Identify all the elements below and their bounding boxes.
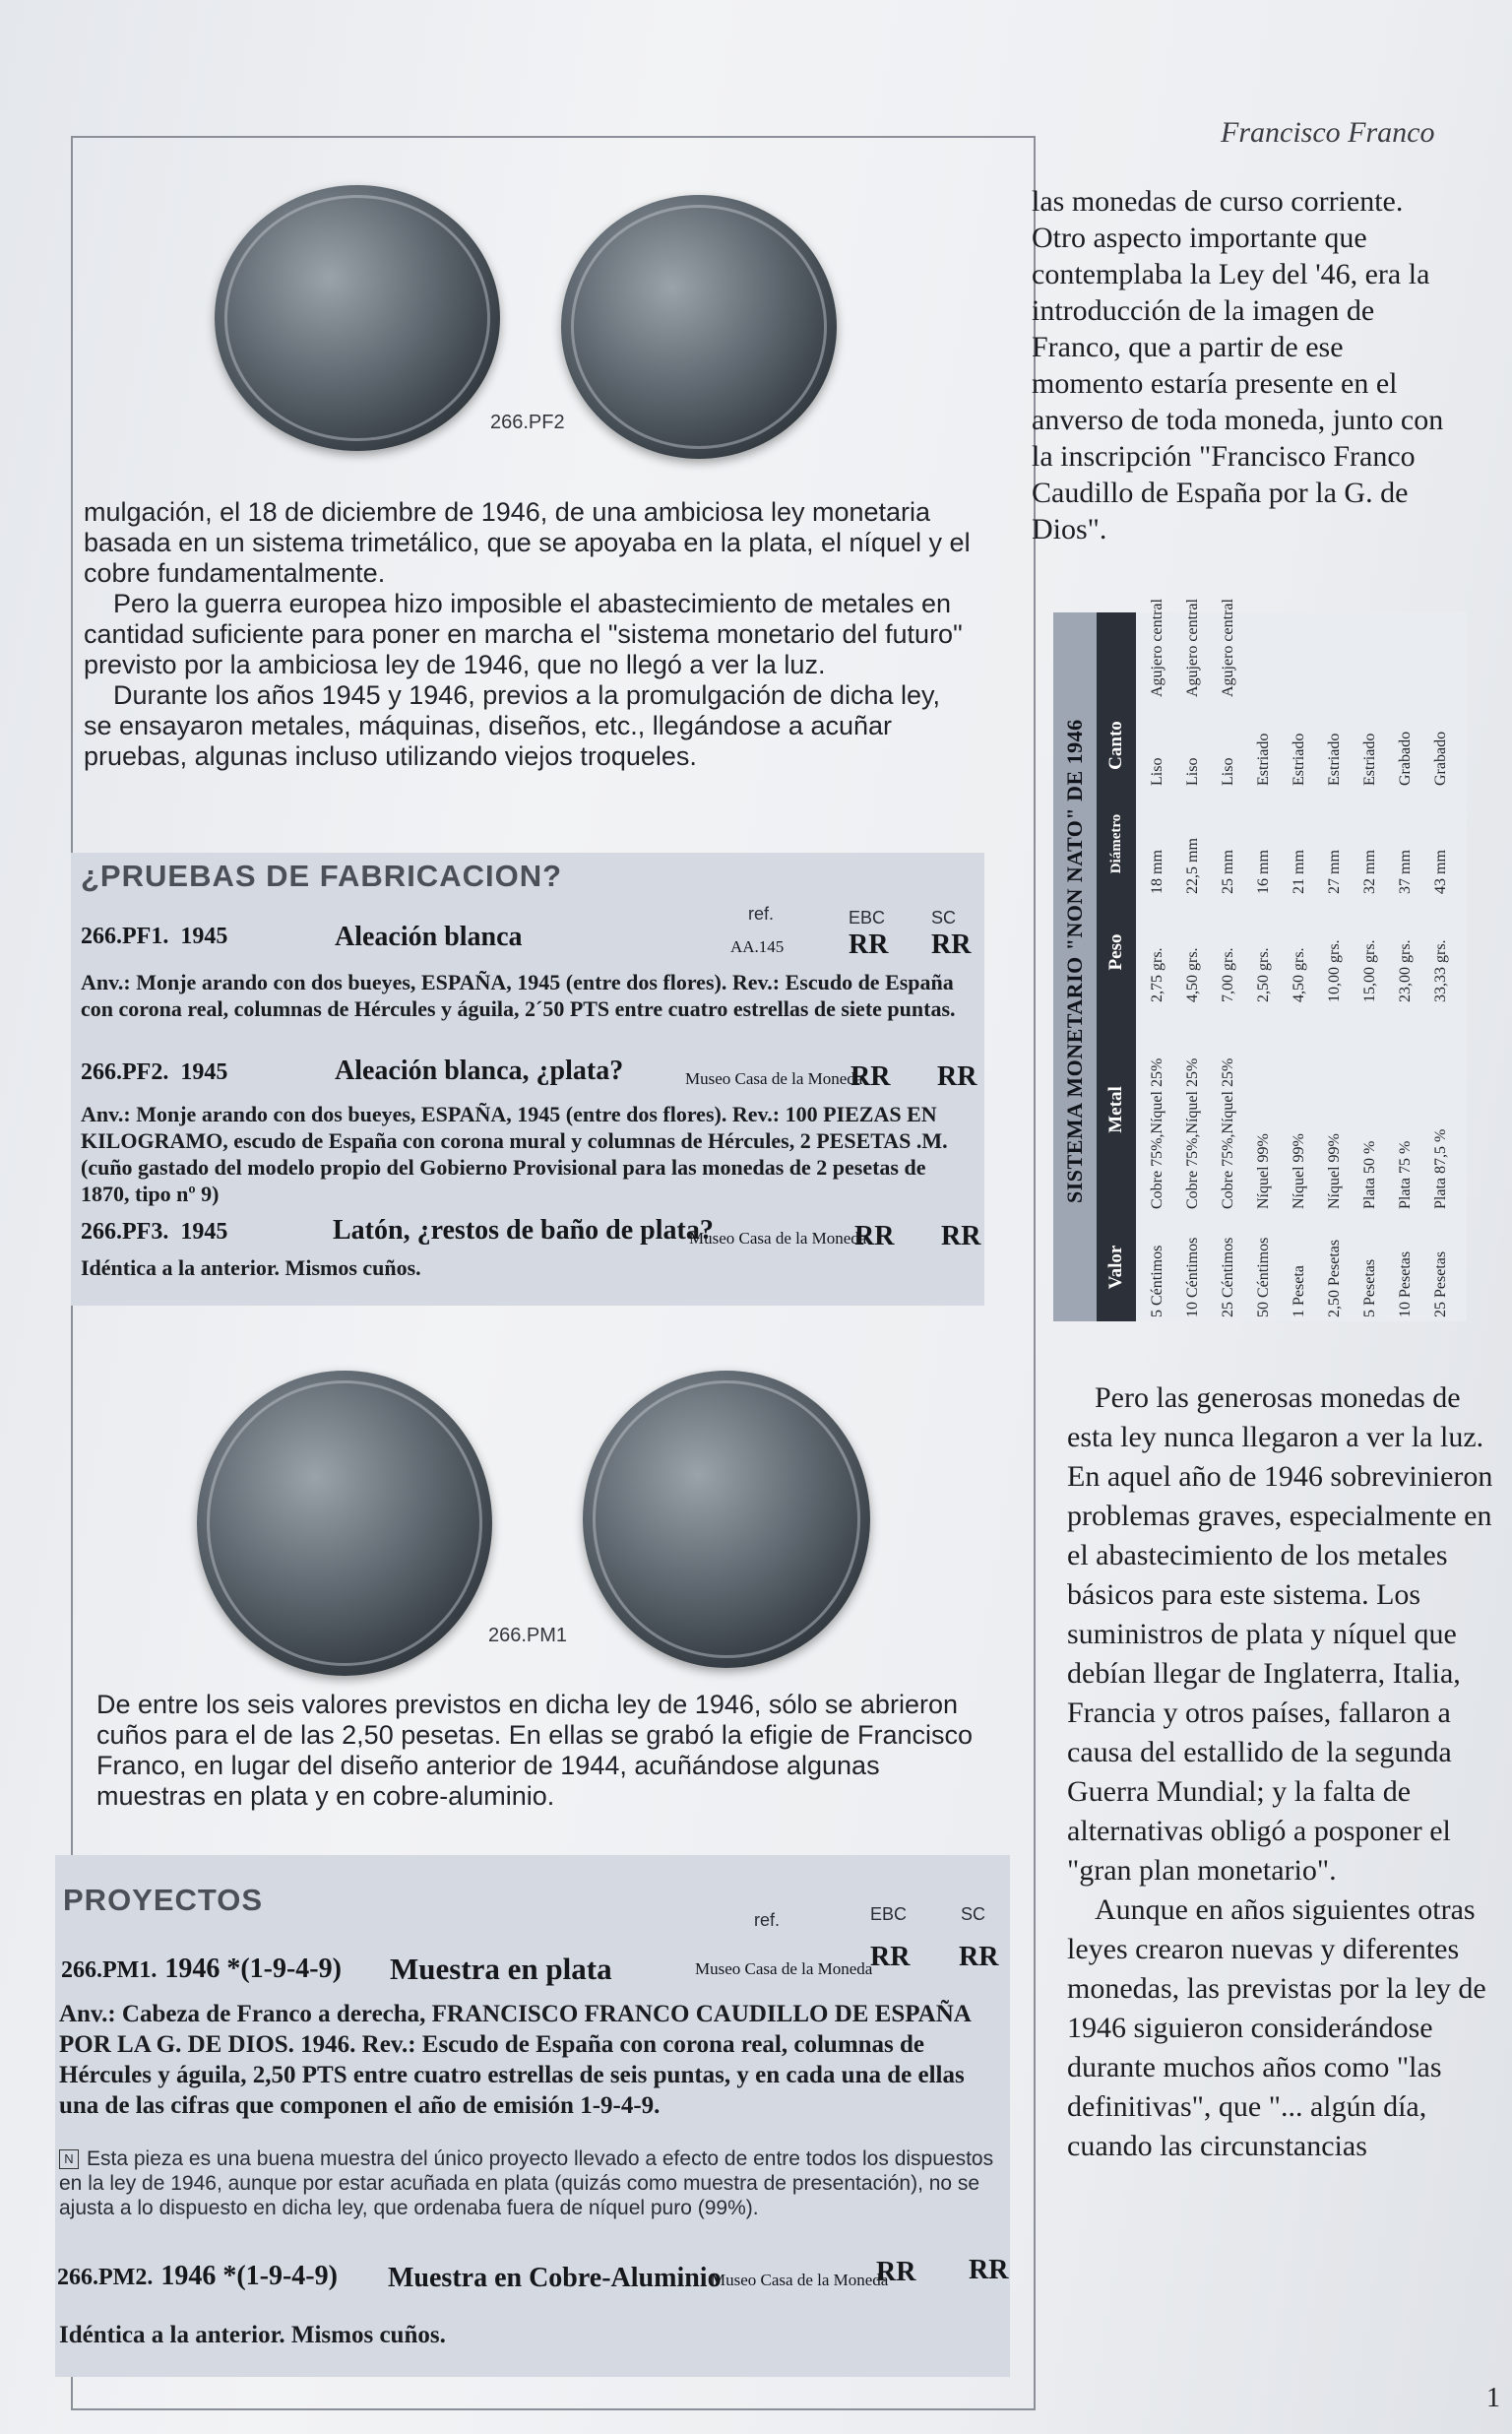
table-cell: Agujero central bbox=[1149, 599, 1166, 697]
pruebas-section-title: ¿PRUEBAS DE FABRICACION? bbox=[81, 859, 563, 893]
table-cell: 2,75 grs. bbox=[1149, 947, 1166, 1002]
table-cell: 4,50 grs. bbox=[1291, 947, 1307, 1002]
table-row bbox=[1142, 599, 1173, 1321]
proyectos-section-title: PROYECTOS bbox=[63, 1883, 264, 1917]
running-head: Francisco Franco bbox=[1221, 116, 1435, 149]
table-cell: 37 mm bbox=[1397, 850, 1414, 894]
table-cell: Níquel 99% bbox=[1291, 1133, 1307, 1209]
intro-paragraph-3: Durante los años 1945 y 1946, previos a la promulgación de dicha ley, se ensayaron metales, máquinas, diseños, etc., llegándose a acuñar pruebas, algunas incluso utilizando viejos troqueles. bbox=[84, 680, 941, 771]
table-cell: 1 Peseta bbox=[1291, 1265, 1307, 1317]
coin-shield-250-image bbox=[583, 1371, 870, 1668]
right-top-paragraph: las monedas de curso corriente. Otro aspecto importante que contemplaba la Ley del '46, era la introducción de la imagen de Franco, que a partir de ese momento estaría presente en el anverso de toda moneda, junto con la inscripción "Francisco Franco Caudillo de España por la G. de Dios". bbox=[1032, 185, 1444, 545]
table-cell: Cobre 75%,Níquel 25% bbox=[1220, 1057, 1236, 1209]
entry-pf3-desc: Idéntica a la anterior. Mismos cuños. bbox=[81, 1255, 421, 1280]
table-cell: 27 mm bbox=[1326, 850, 1343, 894]
table-cell: Agujero central bbox=[1220, 599, 1236, 697]
proyectos-col-sc: SC bbox=[961, 1904, 986, 1924]
table-title: SISTEMA MONETARIO "NON NATO" DE 1946 bbox=[1053, 612, 1097, 1321]
entry-pf2-id: 266.PF2. bbox=[81, 1059, 169, 1085]
table-cell: 2,50 Pesetas bbox=[1326, 1239, 1343, 1317]
table-cell: Plata 87,5 % bbox=[1432, 1128, 1449, 1209]
pruebas-col-sc: SC bbox=[931, 908, 957, 928]
entry-pf1-id: 266.PF1. bbox=[81, 924, 169, 949]
table-row bbox=[1425, 612, 1457, 1321]
table-cell bbox=[1319, 612, 1351, 701]
table-cell: 7,00 grs. bbox=[1220, 947, 1236, 1002]
entry-pm1-year: 1946 *(1-9-4-9) bbox=[164, 1954, 342, 1984]
table-cell: 21 mm bbox=[1291, 850, 1307, 894]
table-cell: 2,50 grs. bbox=[1255, 947, 1272, 1002]
entry-pf3-id: 266.PF3. bbox=[81, 1219, 169, 1245]
entry-pm1-desc: Anv.: Cabeza de Franco a derecha, FRANCISCO FRANCO CAUDILLO DE ESPAÑA POR LA G. DE DIOS. 1946. Rev.: Escudo de España con corona real, columnas de Hércules y águila, 2,50 PTS entre cuatro estrellas de seis puntas, y en cada una de ellas una de las cifras que componen el año de emisión 1-9-4-9. bbox=[59, 2001, 971, 2119]
entry-pm1-ebc: RR bbox=[870, 1942, 911, 1972]
entry-pf1-source: AA.145 bbox=[730, 937, 785, 956]
table-cell: Liso bbox=[1184, 757, 1201, 786]
page-number: 1 bbox=[1486, 2383, 1500, 2413]
entry-pf1-header bbox=[81, 924, 227, 950]
table-cell: 18 mm bbox=[1149, 850, 1166, 894]
entry-pf3-sc: RR bbox=[941, 1221, 981, 1251]
table-cell: Estriado bbox=[1255, 733, 1272, 786]
table-cell: 22,5 mm bbox=[1184, 838, 1201, 894]
table-cell: Cobre 75%,Níquel 25% bbox=[1149, 1057, 1166, 1209]
entry-pf2-sc: RR bbox=[937, 1061, 977, 1092]
table-cell: 33,33 grs. bbox=[1432, 939, 1449, 1002]
intro-paragraph-1: mulgación, el 18 de diciembre de 1946, de una ambiciosa ley monetaria basada en un sistema trimetálico, que se apoyaba en la plata, el níquel y el cobre fundamentalmente. bbox=[84, 497, 971, 588]
entry-pm1-header bbox=[61, 1954, 342, 1985]
table-cell bbox=[1390, 612, 1421, 701]
table-cell: Níquel 99% bbox=[1255, 1133, 1272, 1209]
table-cell: 25 mm bbox=[1220, 850, 1236, 894]
entry-pf1-desc: Anv.: Monje arando con dos bueyes, ESPAÑA, 1945 (entre dos flores). Rev.: Escudo de España con corona real, columnas de Hércules y águila, 2´50 PTS entre cuatro estrellas de siete puntas. bbox=[81, 970, 956, 1021]
table-header-diametro: Diámetro bbox=[1097, 790, 1136, 898]
table-cell: 16 mm bbox=[1255, 850, 1272, 894]
entry-pf3-name: Latón, ¿restos de baño de plata? bbox=[333, 1215, 714, 1246]
table-cell: Agujero central bbox=[1184, 599, 1201, 697]
coin-franco-portrait-image bbox=[197, 1371, 492, 1676]
table-cell: 25 Céntimos bbox=[1220, 1237, 1236, 1317]
proyectos-col-ebc: EBC bbox=[870, 1904, 908, 1924]
table-header-valor: Valor bbox=[1097, 1213, 1136, 1321]
entry-pf3-source: Museo Casa de la Moneda bbox=[689, 1229, 867, 1248]
intro-text bbox=[84, 497, 975, 772]
table-header-peso: Peso bbox=[1097, 898, 1136, 1006]
entry-pm2-ebc: RR bbox=[876, 2257, 916, 2287]
entry-pm1-note bbox=[59, 2146, 1009, 2220]
right-bottom-text bbox=[1067, 1378, 1512, 2166]
table-cell: 5 Céntimos bbox=[1149, 1245, 1166, 1317]
monetary-system-table bbox=[1053, 599, 1467, 1321]
entry-pm1-id: 266.PM1. bbox=[61, 1957, 158, 1983]
table-cell: 23,00 grs. bbox=[1397, 939, 1414, 1002]
entry-pf1-ebc: RR bbox=[849, 929, 889, 960]
table-cell: Plata 75 % bbox=[1397, 1140, 1414, 1209]
coin-label-pm1: 266.PM1 bbox=[488, 1625, 568, 1646]
table-cell: Cobre 75%,Níquel 25% bbox=[1184, 1057, 1201, 1209]
table-row bbox=[1248, 612, 1280, 1321]
entry-pm2-name: Muestra en Cobre-Aluminio bbox=[388, 2263, 722, 2293]
table-cell: Estriado bbox=[1291, 733, 1307, 786]
entry-pf3-year: 1945 bbox=[180, 1219, 228, 1245]
table-header-extra bbox=[1097, 612, 1136, 701]
entry-pf3-header bbox=[81, 1219, 227, 1246]
entry-pm1-name: Muestra en plata bbox=[390, 1952, 612, 1986]
entry-pf1-name: Aleación blanca bbox=[335, 922, 523, 952]
entry-pf3-ebc: RR bbox=[854, 1221, 895, 1251]
table-cell: 10 Céntimos bbox=[1184, 1237, 1201, 1317]
entry-pm2-year: 1946 *(1-9-4-9) bbox=[160, 2261, 338, 2291]
table-cell: 5 Pesetas bbox=[1361, 1258, 1378, 1317]
table-cell bbox=[1425, 612, 1457, 701]
entry-pf2-desc: Anv.: Monje arando con dos bueyes, ESPAÑA, 1945 (entre dos flores). Rev.: 100 PIEZAS EN KILOGRAMO, escudo de España con corona mural y columnas de Hércules, 2 PESETAS .M. (cuño gastado del modelo propio del Gobierno Provisional para las monedas de 2 pesetas de 1870, tipo nº 9) bbox=[81, 1102, 948, 1206]
entry-pm2-id: 266.PM2. bbox=[57, 2265, 154, 2290]
entry-pm2-desc: Idéntica a la anterior. Mismos cuños. bbox=[59, 2322, 446, 2348]
table-rotated-body bbox=[1053, 599, 1467, 1321]
table-cell: Níquel 99% bbox=[1326, 1133, 1343, 1209]
right-bottom-paragraph-1: Pero las generosas monedas de esta ley nunca llegaron a ver la luz. En aquel año de 1946 sobrevinieron problemas graves, especialmente en el abastecimiento de los metales básicos para este sistema. Los suministros de plata y níquel que debían llegar de Inglaterra, Italia, Francia y otros países, fallaron a causa del estallido de la segunda Guerra Mundial; y la falta de alternativas obligó a posponer el "gran plan monetario". bbox=[1067, 1381, 1493, 1887]
entry-pf2-header bbox=[81, 1059, 227, 1086]
table-cell: 10 Pesetas bbox=[1397, 1250, 1414, 1317]
entry-pm2-header bbox=[57, 2261, 338, 2292]
entry-pf2-name: Aleación blanca, ¿plata? bbox=[335, 1056, 624, 1086]
middle-paragraph: De entre los seis valores previstos en dicha ley de 1946, sólo se abrieron cuños para el de las 2,50 pesetas. En ellas se grabó la efigie de Francisco Franco, en lugar del diseño anterior de 1944, acuñándose algunas muestras en plata y en cobre-aluminio. bbox=[96, 1690, 974, 1811]
entry-pf2-year: 1945 bbox=[180, 1059, 228, 1085]
intro-paragraph-2: Pero la guerra europea hizo imposible el abastecimiento de metales en cantidad suficiente para poner en marcha el "sistema monetario del futuro" previsto por la ambiciosa ley de 1946, que no llegó a ver la luz. bbox=[84, 589, 963, 679]
table-cell: 32 mm bbox=[1361, 850, 1378, 894]
table-row bbox=[1177, 599, 1209, 1321]
table-cell: Plata 50 % bbox=[1361, 1140, 1378, 1209]
table-cell: Liso bbox=[1149, 757, 1166, 786]
table-cell: 25 Pesetas bbox=[1432, 1250, 1449, 1317]
coin-label-pf2: 266.PF2 bbox=[490, 412, 565, 433]
entry-pm1-sc: RR bbox=[959, 1942, 999, 1972]
table-header-canto: Canto bbox=[1097, 701, 1136, 790]
entry-pf1-year: 1945 bbox=[180, 924, 228, 949]
table-row bbox=[1319, 612, 1351, 1321]
pruebas-col-ebc: EBC bbox=[849, 908, 886, 928]
table-cell: Estriado bbox=[1326, 733, 1343, 786]
table-cell: 50 Céntimos bbox=[1255, 1237, 1272, 1317]
table-cell: Grabado bbox=[1432, 731, 1449, 786]
coin-obverse-oxen-image bbox=[215, 185, 500, 451]
table-row bbox=[1354, 612, 1386, 1321]
table-row bbox=[1390, 612, 1421, 1321]
entry-pf2-source: Museo Casa de la Moneda bbox=[685, 1069, 863, 1088]
entry-pm2-sc: RR bbox=[969, 2255, 1009, 2285]
pruebas-col-ref: ref. bbox=[748, 904, 775, 924]
entry-pm2-source: Museo Casa de la Moneda bbox=[711, 2271, 889, 2289]
table-cell: 10,00 grs. bbox=[1326, 939, 1343, 1002]
table-row bbox=[1213, 599, 1244, 1321]
entry-pf1-sc: RR bbox=[931, 929, 972, 960]
entry-pm1-source: Museo Casa de la Moneda bbox=[695, 1959, 873, 1978]
entry-pf2-ebc: RR bbox=[850, 1061, 891, 1092]
table-cell bbox=[1284, 612, 1315, 701]
proyectos-col-ref: ref. bbox=[754, 1910, 781, 1930]
coin-reverse-shield-image bbox=[561, 195, 837, 459]
table-cell bbox=[1248, 612, 1280, 701]
note-text: Esta pieza es una buena muestra del único proyecto llevado a efecto de entre todos los dispuestos en la ley de 1946, aunque por estar acuñada en plata (quizás como muestra de presentación), no se ajusta a lo dispuesto en dicha ley, que ordenaba fuera de níquel puro (99%). bbox=[59, 2147, 994, 2219]
table-cell: Estriado bbox=[1361, 733, 1378, 786]
right-bottom-paragraph-2: Aunque en años siguientes otras leyes crearon nuevas y diferentes monedas, las previstas por la ley de 1946 siguieron considerándose durante muchos años como "las definitivas", que "... algún día, cuando las circunstancias bbox=[1067, 1893, 1486, 2162]
table-cell: Grabado bbox=[1397, 731, 1414, 786]
table-cell bbox=[1354, 612, 1386, 701]
table-cell: 43 mm bbox=[1432, 850, 1449, 894]
note-icon: N bbox=[59, 2149, 79, 2169]
table-cell: 4,50 grs. bbox=[1184, 947, 1201, 1002]
table-cell: Liso bbox=[1220, 757, 1236, 786]
table-row bbox=[1284, 612, 1315, 1321]
table-header-metal: Metal bbox=[1097, 1006, 1136, 1213]
table-cell: 15,00 grs. bbox=[1361, 939, 1378, 1002]
